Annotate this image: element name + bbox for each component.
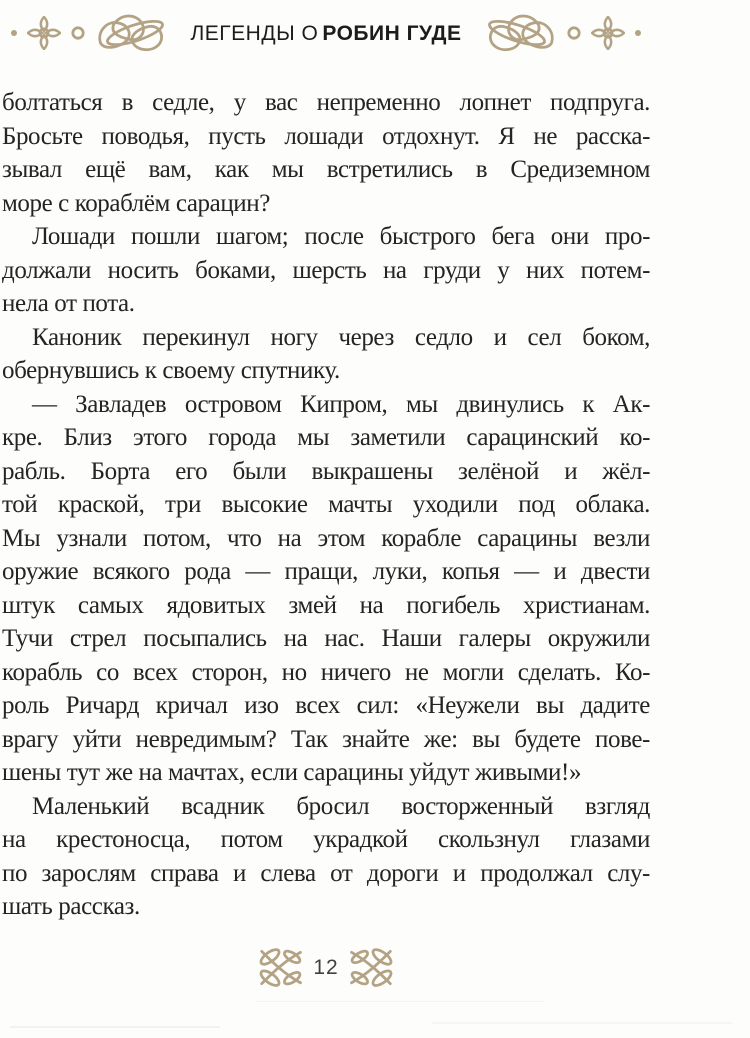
dot-ornament	[635, 30, 641, 36]
page-footer	[2, 944, 650, 992]
paragraph	[2, 86, 650, 220]
paragraph	[2, 321, 650, 388]
text-line: море с кораблём сарацин?	[2, 189, 270, 217]
dot-ornament	[11, 30, 17, 36]
celtic-knot-icon	[477, 11, 557, 55]
text-line: Маленький всадник бросил восторженный взгляд	[32, 792, 650, 820]
text-line: кре. Близ этого города мы заметили сарацинский ко-	[2, 424, 650, 451]
text-line: зывал ещё вам, как мы встретились в Средиземном	[2, 156, 650, 183]
paragraph	[2, 790, 650, 924]
text-line: шать рассказ.	[2, 893, 140, 920]
ring-ornament-icon	[71, 26, 85, 40]
celtic-knot-icon	[95, 11, 175, 55]
text-line: Лошади пошли шагом; после быстрого бега они про-	[32, 223, 650, 250]
text-line: Мы узнали потом, что на этом корабле сарацины везли	[2, 524, 650, 552]
text-line: Бросьте поводья, пусть лошади отдохнут. Я не расска-	[2, 122, 650, 150]
text-line: обернувшись к своему спутнику.	[2, 357, 340, 384]
chapter-header	[2, 0, 650, 56]
chapter-title	[191, 23, 462, 44]
chapter-title-regular: ЛЕГЕНДЫ О	[190, 21, 319, 45]
quatrefoil-knot-icon	[591, 16, 625, 50]
text-line: оружие всякого рода — пращи, луки, копья — и двести	[2, 558, 650, 585]
page-number: 12	[313, 956, 339, 979]
text-line: врагу уйти невредимым? Так знайте же: вы будете пове-	[2, 725, 650, 753]
text-line: шены тут же на мачтах, если сарацины уйдут живыми!»	[2, 759, 582, 786]
text-line: должали носить боками, шерсть на груди у них потем-	[2, 256, 650, 284]
quatrefoil-knot-icon	[27, 16, 61, 50]
chapter-title-bold: РОБИН ГУДЕ	[322, 21, 462, 45]
text-line: Тучи стрел посыпались на нас. Наши галеры окружили	[2, 625, 650, 652]
page-body	[2, 86, 650, 924]
text-line: — Завладев островом Кипром, мы двинулись к Ак-	[32, 390, 650, 418]
text-line: штук самых ядовитых змей на погибель христианам.	[2, 591, 650, 619]
paragraph	[2, 388, 650, 790]
text-line: Каноник перекинул ногу через седло и сел боком,	[32, 323, 650, 351]
text-line: на крестоносца, потом украдкой скользнул глазами	[2, 826, 650, 853]
scan-streak	[10, 1026, 220, 1028]
text-line: той краской, три высокие мачты уходили под облака.	[2, 491, 650, 518]
paragraph	[2, 220, 650, 321]
text-line: роль Ричард кричал изо всех сил: «Неужели вы дадите	[2, 692, 650, 719]
text-line: рабль. Борта его были выкрашены зелёной и жёл-	[2, 457, 650, 485]
text-line: по зарослям справа и слева от дороги и продолжал слу-	[2, 859, 650, 887]
text-line: болтаться в седле, у вас непременно лопнет подпруга.	[2, 89, 650, 116]
text-line: корабль со всех сторон, но ничего не могли сделать. Ко-	[2, 658, 650, 686]
ring-ornament-icon	[567, 26, 581, 40]
leaf-flourish-icon	[346, 946, 394, 990]
leaf-flourish-icon	[258, 946, 306, 990]
scan-streak	[255, 1001, 545, 1002]
text-line: нела от пота.	[2, 290, 135, 317]
scan-streak	[432, 1022, 732, 1024]
